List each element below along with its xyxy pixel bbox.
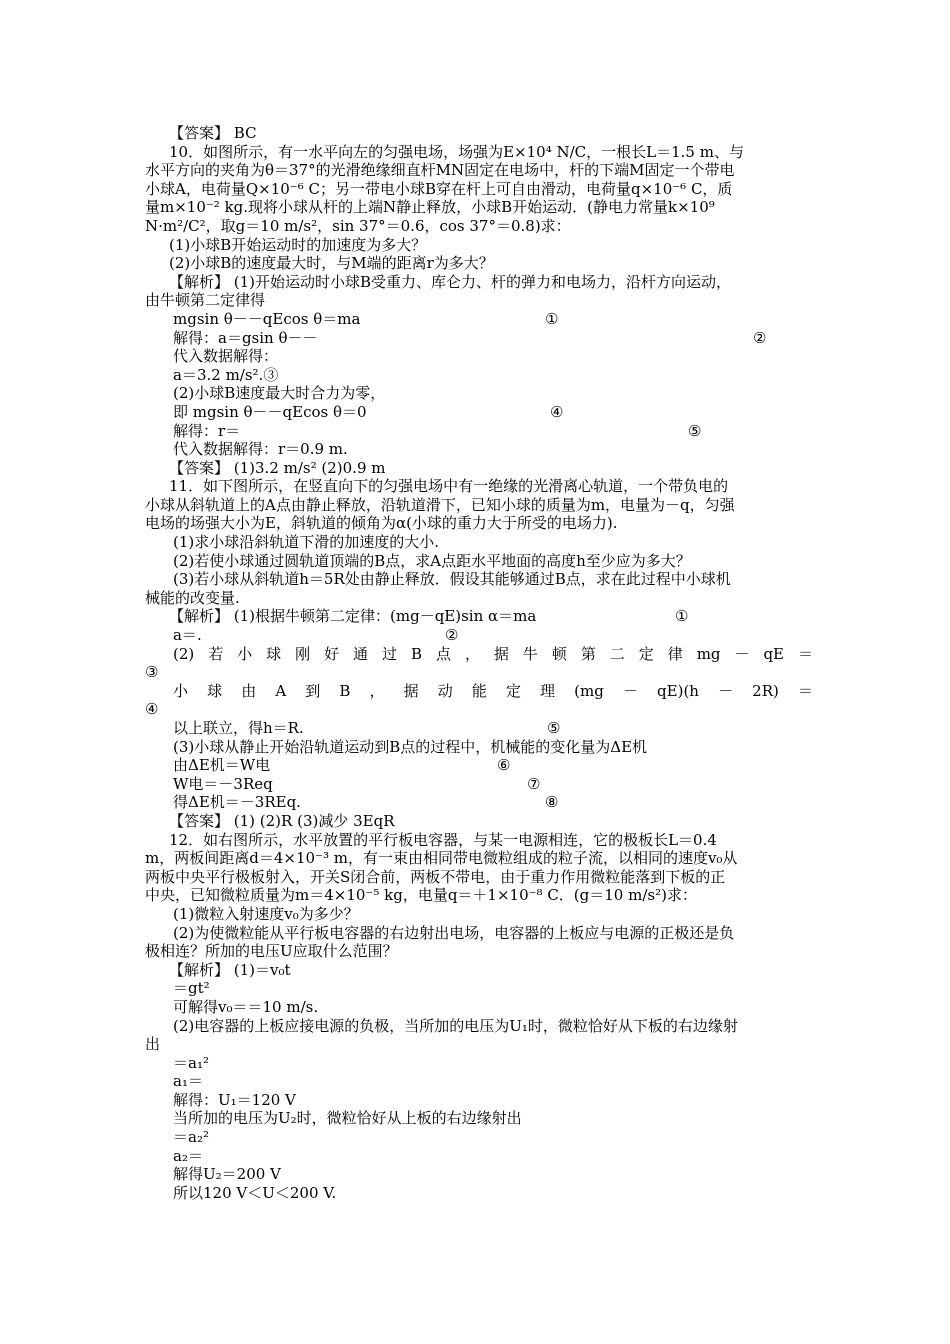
text-line [145,607,813,626]
line-text: mgsin θ－－qEcos θ＝ma [173,309,361,328]
justified-word: － [622,681,638,700]
justified-word: 动 [437,681,453,700]
line-text: 10．如图所示，有一水平向左的匀强电场，场强为E×10⁴ N/C，一根长L＝1.5 m、与 [169,142,744,161]
text-line [145,422,813,441]
line-text: 小球从斜轨道上的A点由静止释放，沿轨道滑下，已知小球的质量为m，电量为－q，匀强 [145,495,735,514]
line-text: 当所加的电压为U₂时，微粒恰好从上板的右边缘射出 [173,1109,522,1128]
equation-number: ⑦ [527,774,541,793]
justified-word: 律 [667,644,683,663]
line-text: a₁＝ [173,1072,203,1091]
justified-word: 球 [266,644,282,663]
text-line [145,533,813,552]
justified-word: ＝ [797,644,813,663]
justified-word: ＝ [797,681,813,700]
justified-word: qE [763,644,784,663]
text-line [145,180,813,199]
text-line [145,1017,813,1036]
text-line [145,1184,813,1203]
equation-number: ⑧ [545,793,559,812]
line-text: (2)小球B速度最大时合力为零， [173,384,386,403]
text-line [145,1091,813,1110]
line-text: 量m×10⁻² kg.现将小球从杆的上端N静止释放，小球B开始运动．(静电力常量k×10⁹ [145,198,715,217]
line-text: (1)小球B开始运动时的加速度为多大？ [169,235,427,254]
line-text: ＝a₁² [173,1053,209,1072]
text-line [145,440,813,459]
text-line [145,347,813,366]
line-text: ③ [145,663,159,682]
text-line [145,254,813,273]
line-text: 所以120 V＜U＜200 V. [173,1183,337,1202]
equation-number: ④ [550,402,564,421]
text-line [145,384,813,403]
text-line [145,831,813,850]
line-text: 中央，已知微粒质量为m＝4×10⁻⁵ kg，电量q＝＋1×10⁻⁸ C．(g＝10 m/s²)求： [145,886,697,905]
justified-word: 由 [241,681,257,700]
line-text: 11．如下图所示，在竖直向下的匀强电场中有一绝缘的光滑离心轨道，一个带负电的 [169,477,729,496]
line-text: 小球A，电荷量Q×10⁻⁶ C；另一带电小球B穿在杆上可自由滑动，电荷量q×10⁻⁶ C，质 [145,179,733,198]
line-text: a＝. [173,626,202,645]
text-line [145,868,813,887]
justified-word: ， [369,681,385,700]
justified-word: 据 [403,681,419,700]
text-line [145,143,813,162]
line-text: (1)求小球沿斜轨道下滑的加速度的大小. [173,533,440,552]
equation-number: ② [445,626,459,645]
line-text: ④ [145,700,159,719]
line-text: (2)若使小球通过圆轨道顶端的B点，求A点距水平地面的高度h至少应为多大？ [173,551,691,570]
line-text: N·m²/C²，取g＝10 m/s²，sin 37°＝0.6，cos 37°＝0.8)求： [145,216,571,235]
justified-word: (mg [574,681,604,700]
text-line [145,886,813,905]
text-line [145,291,813,310]
line-text: ＝gt² [173,979,210,998]
text-line [145,310,813,329]
text-line [145,961,813,980]
justified-word: 理 [540,681,556,700]
line-text: 【解析】 (1)开始运动时小球B受重力、库仑力、杆的弹力和电场力，沿杆方向运动， [169,272,732,291]
justified-word: － [734,644,750,663]
text-line [145,924,813,943]
text-line [145,403,813,422]
justified-word: 若 [208,644,224,663]
justified-word: 牛 [522,644,538,663]
text-line [145,738,813,757]
text-line [145,329,813,348]
text-line [145,366,813,385]
justified-word: 能 [471,681,487,700]
document-body [145,124,813,1202]
line-text: 12．如右图所示，水平放置的平行板电容器，与某一电源相连，它的极板长L＝0.4 [169,830,717,849]
equation-number: ⑥ [497,756,511,775]
line-text: 得ΔE机＝－3REq. [173,793,301,812]
line-text: 解得U₂＝200 V [173,1165,281,1184]
justified-word: 二 [609,644,625,663]
line-text: 由牛顿第二定律得 [145,291,266,310]
line-text: 械能的改变量. [145,588,240,607]
justified-word: － [718,681,734,700]
equation-number: ⑤ [688,421,702,440]
line-text: 两板中央平行极板射入，开关S闭合前，两板不带电，由于重力作用微粒能落到下板的正 [145,867,726,886]
justified-word: 通 [353,644,369,663]
line-text: 【解析】 (1)＝v₀t [169,960,291,979]
line-text: (3)小球从静止开始沿轨道运动到B点的过程中，机械能的变化量为ΔE机 [173,737,648,756]
line-text: 解得：U₁＝120 V [173,1090,296,1109]
text-line [145,161,813,180]
text-line [145,775,813,794]
justified-word: 第 [580,644,596,663]
text-line [145,979,813,998]
text-line [145,1147,813,1166]
line-text: 【答案】 (1)3.2 m/s² (2)0.9 m [169,458,386,477]
justified-word: 刚 [295,644,311,663]
text-line [145,942,813,961]
text-line [145,589,813,608]
text-line [145,700,813,719]
justified-word: 过 [382,644,398,663]
line-text: m，两板间距离d＝4×10⁻³ m，有一束由相同带电微粒组成的粒子流，以相同的速度v₀从 [145,849,738,868]
justified-word: 到 [305,681,321,700]
text-line [145,682,813,701]
text-line [145,626,813,645]
line-text: 可解得v₀＝＝10 m/s. [173,997,319,1016]
line-text: (2)为使微粒能从平行板电容器的右边射出电场，电容器的上板应与电源的正极还是负 [173,923,735,942]
text-line [145,849,813,868]
line-text: 电场的场强大小为E，斜轨道的倾角为α(小球的重力大于所受的电场力). [145,514,618,533]
text-line [145,1109,813,1128]
justified-word: 小 [173,681,189,700]
text-line [145,793,813,812]
text-line [145,552,813,571]
text-line [145,1072,813,1091]
justified-word: 球 [207,681,223,700]
justified-word: 定 [505,681,521,700]
line-text: (1)微粒入射速度v₀为多少？ [173,904,359,923]
line-text: 解得：a＝gsin θ－－ [173,328,318,347]
text-line [145,905,813,924]
text-line [145,756,813,775]
text-line [145,1054,813,1073]
text-line [145,459,813,478]
line-text: 【答案】 (1) (2)R (3)减少 3EqR [169,811,395,830]
text-line [145,198,813,217]
justified-word: 据 [493,644,509,663]
text-line [145,1165,813,1184]
equation-number: ② [753,328,767,347]
justified-word: (2) [173,644,195,663]
text-line [145,719,813,738]
line-text: 水平方向的夹角为θ＝37°的光滑绝缘细直杆MN固定在电场中，杆的下端M固定一个带电 [145,161,735,180]
text-line [145,1128,813,1147]
justified-word: qE)(h [657,681,699,700]
justified-word: A [275,681,287,700]
text-line [145,570,813,589]
line-text: 代入数据解得：r＝0.9 m. [173,440,348,459]
justified-word: 顿 [551,644,567,663]
line-text: W电＝－3Req [173,774,273,793]
equation-number: ⑤ [547,719,561,737]
line-text: ＝a₂² [173,1128,209,1147]
line-text: (2)小球B的速度最大时，与M端的距离r为多大？ [169,254,494,273]
line-text: 极相连？所加的电压U应取什么范围？ [145,942,398,961]
line-text: (2)电容器的上板应接电源的负极，当所加的电压为U₁时，微粒恰好从下板的右边缘射 [173,1016,738,1035]
text-line [145,273,813,292]
line-text: a₂＝ [173,1146,203,1165]
line-text: (3)若小球从斜轨道h＝5R处由静止释放．假设其能够通过B点，求在此过程中小球机 [173,570,731,589]
text-line [145,998,813,1017]
line-text: 出 [145,1035,161,1054]
text-line [145,812,813,831]
justified-word: ， [464,644,480,663]
line-text: 解得：r＝ [173,421,241,440]
text-line [145,124,813,143]
text-line [145,1035,813,1054]
text-line [145,514,813,533]
justified-word: 定 [638,644,654,663]
equation-number: ① [545,309,559,328]
justified-word: mg [696,644,721,663]
justified-word: 小 [237,644,253,663]
line-text: 【解析】 (1)根据牛顿第二定律：(mg－qE)sin α＝ma [169,607,537,626]
text-line [145,663,813,682]
justified-word: B [410,644,423,663]
text-line [145,496,813,515]
line-text: a＝3.2 m/s².③ [173,365,279,384]
text-line [145,477,813,496]
line-text: 以上联立，得h＝R. [173,719,304,737]
text-line [145,236,813,255]
text-line [145,645,813,664]
line-text: 由ΔE机＝W电 [173,756,271,775]
text-line [145,217,813,236]
justified-word: 好 [324,644,340,663]
justified-word: B [339,681,351,700]
justified-word: 点 [435,644,451,663]
line-text: 代入数据解得： [173,347,279,366]
justified-word: 2R) [752,681,779,700]
line-text: 【答案】 BC [169,124,257,142]
equation-number: ① [675,607,689,626]
line-text: 即 mgsin θ－－qEcos θ＝0 [173,402,367,421]
